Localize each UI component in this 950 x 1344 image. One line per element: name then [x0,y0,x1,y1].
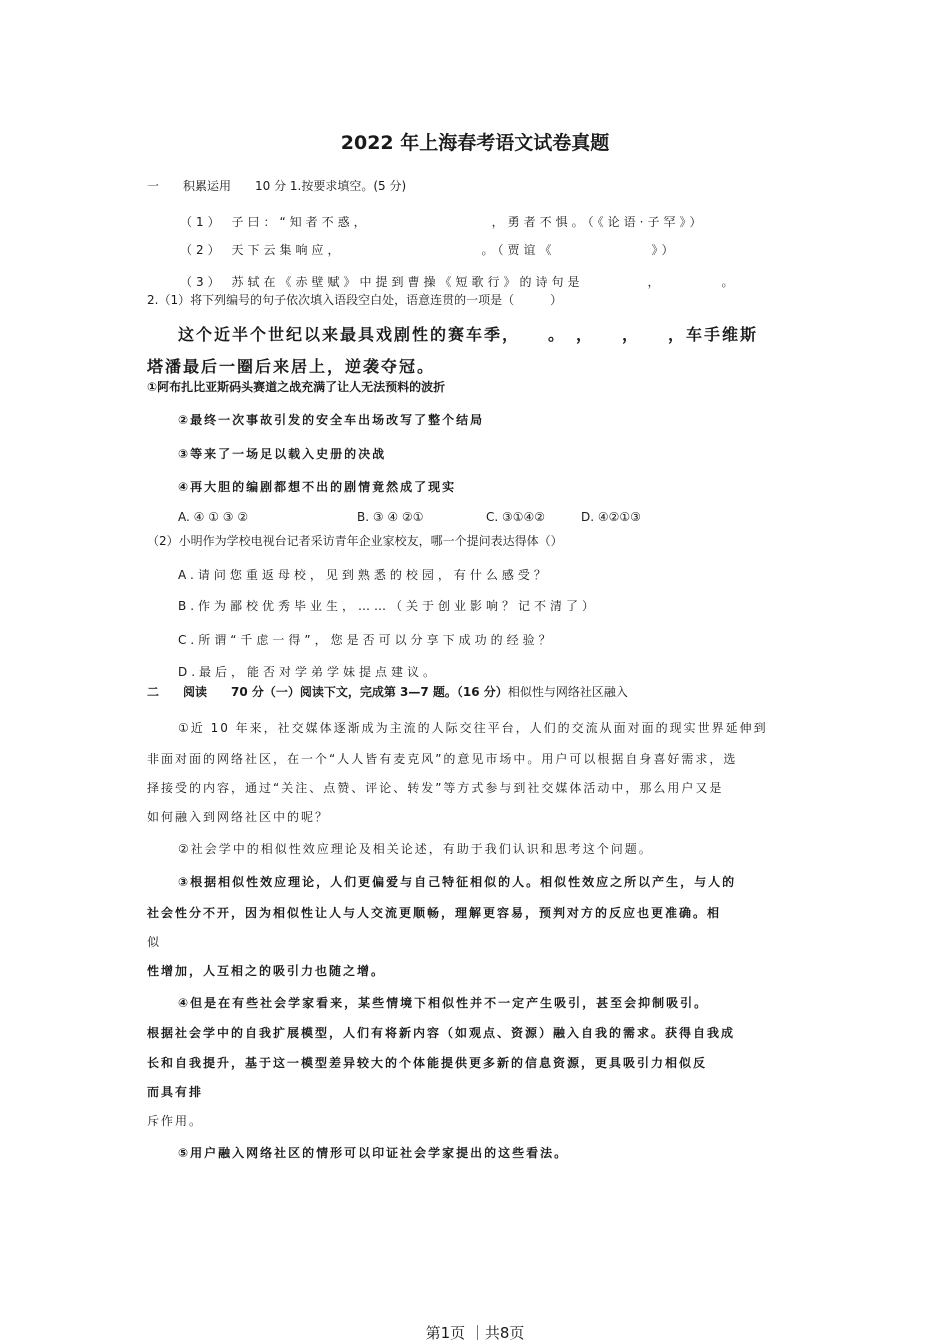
passage-line-1: 这个近半个世纪以来最具戏剧性的赛车季， 。 ， ， ，车手维斯 [178,325,759,344]
paragraph-4-line-3: 长和自我提升，基于这一模型差异较大的个体能提供更多新的信息资源，更具吸引力相似反 [147,1056,708,1070]
paragraph-1-line-3: 择接受的内容，通过“关注、点赞、评论、转发”等方式参与到社交媒体活动中，那么用户又是 [147,781,724,795]
paragraph-3-line-3: 似 [147,935,162,949]
answer-a: A.请问您重返母校，见到熟悉的校园，有什么感受？ [178,568,550,582]
option-c: C. ③①④② [486,510,546,524]
sentence-item-2: ②最终一次事故引发的安全车出场改写了整个结局 [178,413,485,427]
option-b: B. ③ ④ ②① [357,510,424,524]
paragraph-4-line-4: 而具有排 [147,1085,204,1099]
option-a: A. ④ ① ③ ② [178,510,249,524]
section2-header [147,683,628,700]
fill-blank-1: （1） 子曰：“知者不惑， ，勇者不惧。（《论语·子罕》） [180,215,706,229]
paragraph-4-line-5: 斥作用。 [147,1114,204,1128]
answer-d: D.最后，能否对学弟学妹提点建议。 [178,665,440,679]
passage-title: 相似性与网络社区融入 [507,685,628,699]
sentence-item-3: ③等来了一场足以载入史册的决战 [178,447,387,461]
paragraph-1-line-2: 非面对面的网络社区，在一个“人人皆有麦克风”的意见市场中。用户可以根据自身喜好需求，选 [147,752,738,766]
fill-blank-2: （2） 天下云集响应， 。（贾谊《 》） [180,243,678,257]
section1-header: 一 积累运用 10 分 1.按要求填空。(5 分) [147,179,407,193]
answer-b: B.作为鄙校优秀毕业生，……（关于创业影响？记不清了） [178,599,599,613]
passage-line-2: 塔潘最后一圈后来居上，逆袭夺冠。 [147,357,436,376]
paragraph-5: ⑤用户融入网络社区的情形可以印证社会学家提出的这些看法。 [178,1146,569,1160]
paragraph-3-line-2: 社会性分不开，因为相似性让人与人交流更顺畅，理解更容易，预判对方的反应也更准确。相 [147,906,722,920]
paragraph-3-line-4: 性增加，人互相之的吸引力也随之增。 [147,964,386,978]
paragraph-1-line-4: 如何融入到网络社区中的呢？ [147,810,330,824]
paragraph-4-line-2: 根据社会学中的自我扩展模型，人们有将新内容（如观点、资源）融入自我的需求。获得自我成 [147,1026,736,1040]
paragraph-1-line-1: ①近 10 年来，社交媒体逐渐成为主流的人际交往平台，人们的交流从面对面的现实世界延伸到 [178,721,768,735]
fill-blank-3: （3） 苏轼在《赤壁赋》中提到曹操《短歌行》的诗句是 ， 。 [180,275,738,289]
option-d: D. ④②①③ [581,510,641,524]
question-2-1: 2.（1）将下列编号的句子依次填入语段空白处，语意连贯的一项是（ ） [147,293,563,307]
paragraph-4-line-1: ④但是在有些社会学家看来，某些情境下相似性并不一定产生吸引，甚至会抑制吸引。 [178,996,709,1010]
paragraph-2: ②社会学中的相似性效应理论及相关论述，有助于我们认识和思考这个问题。 [178,842,653,856]
section2-header-bold: 二 阅读 70 分（一）阅读下文，完成第 3—7 题。（16 分） [147,685,508,699]
paragraph-3-line-1: ③根据相似性效应理论，人们更偏爱与自己特征相似的人。相似性效应之所以产生，与人的 [178,875,737,889]
page-footer: 第1页 ｜共8页 [425,1324,525,1342]
answer-c: C.所谓“千虑一得”，您是否可以分享下成功的经验？ [178,633,555,647]
sentence-item-1: ①阿布扎比亚斯码头赛道之战充满了让人无法预料的波折 [147,380,446,394]
question-2-2: （2）小明作为学校电视台记者采访青年企业家校友，哪一个提问表达得体（） [147,534,563,548]
page-title: 2022 年上海春考语文试卷真题 [340,132,610,154]
sentence-item-4: ④再大胆的编剧都想不出的剧情竟然成了现实 [178,480,457,494]
